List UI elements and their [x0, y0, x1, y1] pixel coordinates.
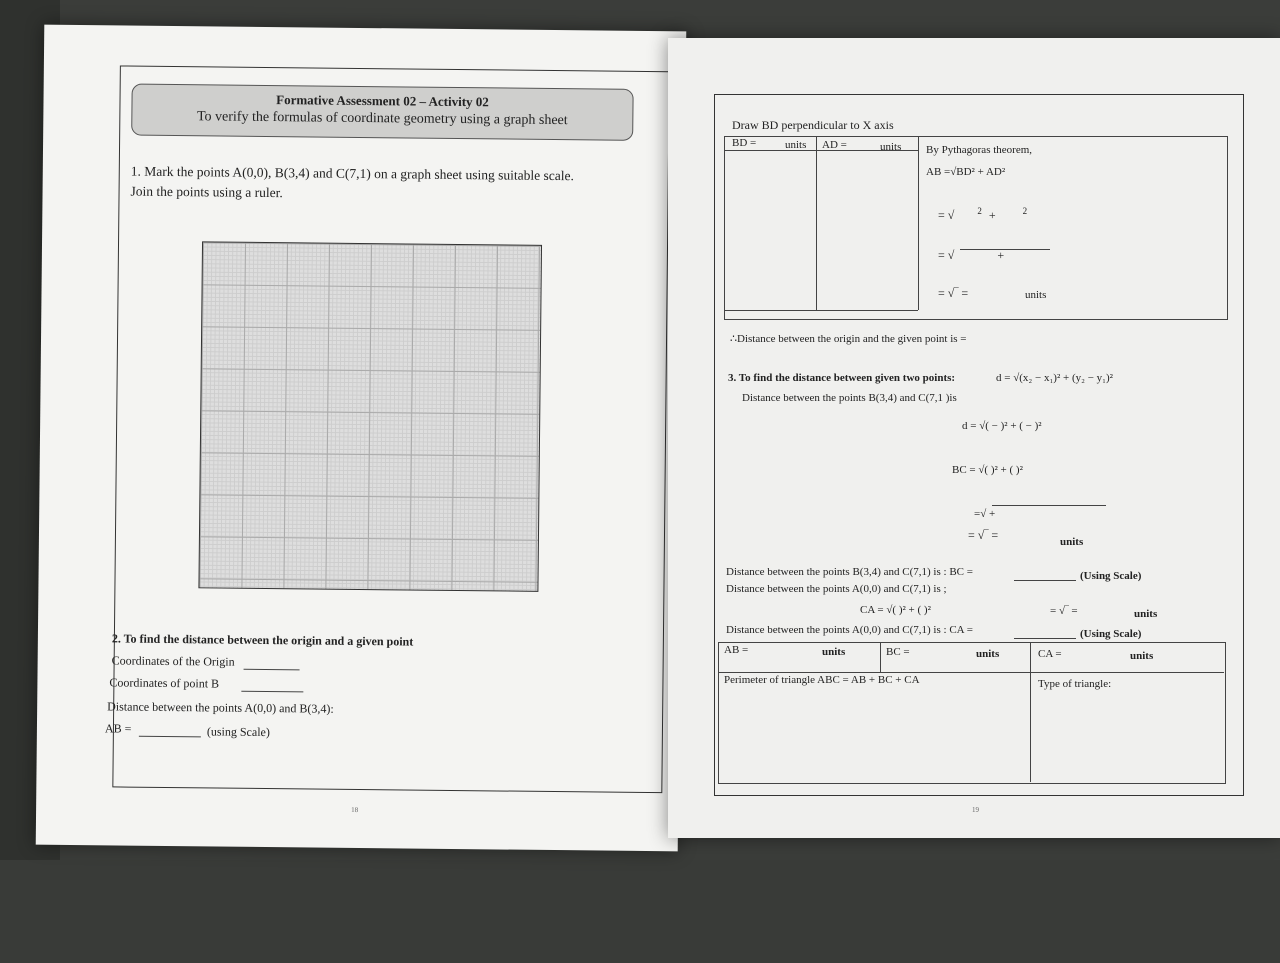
- ad-units: units: [880, 141, 902, 153]
- ca-units: units: [1134, 608, 1158, 620]
- bc-template: BC = √( )² + ( )²: [952, 464, 1023, 476]
- table-divider: [918, 136, 919, 310]
- bd-ad-table: [724, 136, 1228, 320]
- plus-sign: +: [997, 248, 1005, 262]
- ca-sqrt-result: = √‾ =: [1050, 605, 1078, 617]
- distance-ab-label: Distance between the points A(0,0) and B(3,4):: [107, 699, 334, 716]
- sqrt-squares-line: [938, 206, 1027, 223]
- ab-pythagoras-formula: AB =√BD² + AD²: [926, 166, 1006, 178]
- question-2-heading: 2. To find the distance between the origin and a given point: [111, 631, 414, 649]
- table-divider: [816, 136, 817, 310]
- ca-cell-label: CA =: [1038, 648, 1062, 660]
- bc-using-scale: (Using Scale): [1080, 570, 1142, 582]
- ac-intro: Distance between the points A(0,0) and C(7,1) is ;: [726, 583, 947, 595]
- sqrt-sum-line: [938, 248, 1004, 263]
- origin-coordinates-label: Coordinates of the Origin: [111, 653, 235, 669]
- left-page-number: 18: [351, 805, 359, 814]
- exponent-b: 2: [1022, 206, 1028, 216]
- plus-sign: +: [988, 208, 996, 222]
- ab-cell-label: AB =: [724, 644, 749, 656]
- table-divider: [718, 672, 1224, 673]
- question-3-heading: 3. To find the distance between given two points:: [728, 372, 956, 384]
- question-1-line-1: 1. Mark the points A(0,0), B(3,4) and C(7,1) on a graph sheet using suitable scale.: [130, 163, 575, 184]
- bd-label: BD =: [732, 137, 757, 149]
- header-title: Formative Assessment 02 – Activity 02: [276, 92, 489, 110]
- question-1-line-2: Join the points using a ruler.: [130, 183, 283, 201]
- distance-formula: d = √(x₂ − x₁)² + (y₂ − y₁)²: [996, 372, 1113, 384]
- header-subtitle: To verify the formulas of coordinate geometry using a graph sheet: [196, 109, 568, 129]
- result-units: units: [1025, 289, 1047, 301]
- sqrt-prefix: = √: [938, 248, 955, 262]
- table-divider: [724, 310, 918, 311]
- draw-bd-instruction: Draw BD perpendicular to X axis: [732, 118, 894, 132]
- bc-answer-blank[interactable]: [1014, 580, 1076, 581]
- bd-units: units: [785, 139, 807, 151]
- point-b-coordinates-label: Coordinates of point B: [109, 675, 220, 691]
- ca-scale-line: Distance between the points A(0,0) and C(7,1) is : CA =: [726, 624, 973, 636]
- bc-intro: Distance between the points B(3,4) and C(7,1 )is: [742, 392, 957, 404]
- results-table: [718, 642, 1226, 784]
- sqrt-prefix: = √: [938, 208, 955, 222]
- right-page: [668, 38, 1280, 838]
- triangle-type-label: Type of triangle:: [1038, 678, 1112, 690]
- bc-cell-label: BC =: [886, 646, 910, 658]
- ca-using-scale: (Using Scale): [1080, 628, 1142, 640]
- bc-sqrt-result: = √‾ =: [968, 528, 999, 542]
- bc-cell-units: units: [976, 648, 1000, 660]
- exponent-a: 2: [977, 206, 982, 216]
- floor-tile: [0, 860, 1280, 963]
- radical-bar: [992, 505, 1106, 506]
- table-divider: [880, 642, 881, 672]
- d-template: d = √( − )² + ( − )²: [962, 420, 1042, 432]
- table-divider: [1030, 642, 1031, 782]
- ad-label: AD =: [822, 139, 847, 151]
- ab-label: AB =: [104, 721, 132, 736]
- sqrt-result-line: = √‾ =: [938, 286, 969, 300]
- right-page-number: 19: [972, 806, 979, 814]
- radical-bar: [960, 249, 1050, 250]
- ab-using-scale: (using Scale): [206, 724, 270, 740]
- bc-scale-line: Distance between the points B(3,4) and C(7,1) is : BC =: [726, 566, 973, 578]
- ca-answer-blank[interactable]: [1014, 638, 1076, 639]
- ab-cell-units: units: [822, 646, 846, 658]
- left-page: [36, 25, 687, 852]
- activity-header-banner: [131, 84, 634, 141]
- pythagoras-label: By Pythagoras theorem,: [926, 144, 1033, 156]
- perimeter-label: Perimeter of triangle ABC = AB + BC + CA: [724, 674, 920, 686]
- ca-cell-units: units: [1130, 650, 1154, 662]
- graph-sheet[interactable]: [198, 241, 542, 592]
- origin-distance-conclusion: ∴Distance between the origin and the given point is =: [730, 333, 967, 345]
- bc-sqrt-sum: =√ +: [974, 508, 996, 520]
- bc-units: units: [1060, 536, 1084, 548]
- ca-formula: CA = √( )² + ( )²: [860, 604, 931, 616]
